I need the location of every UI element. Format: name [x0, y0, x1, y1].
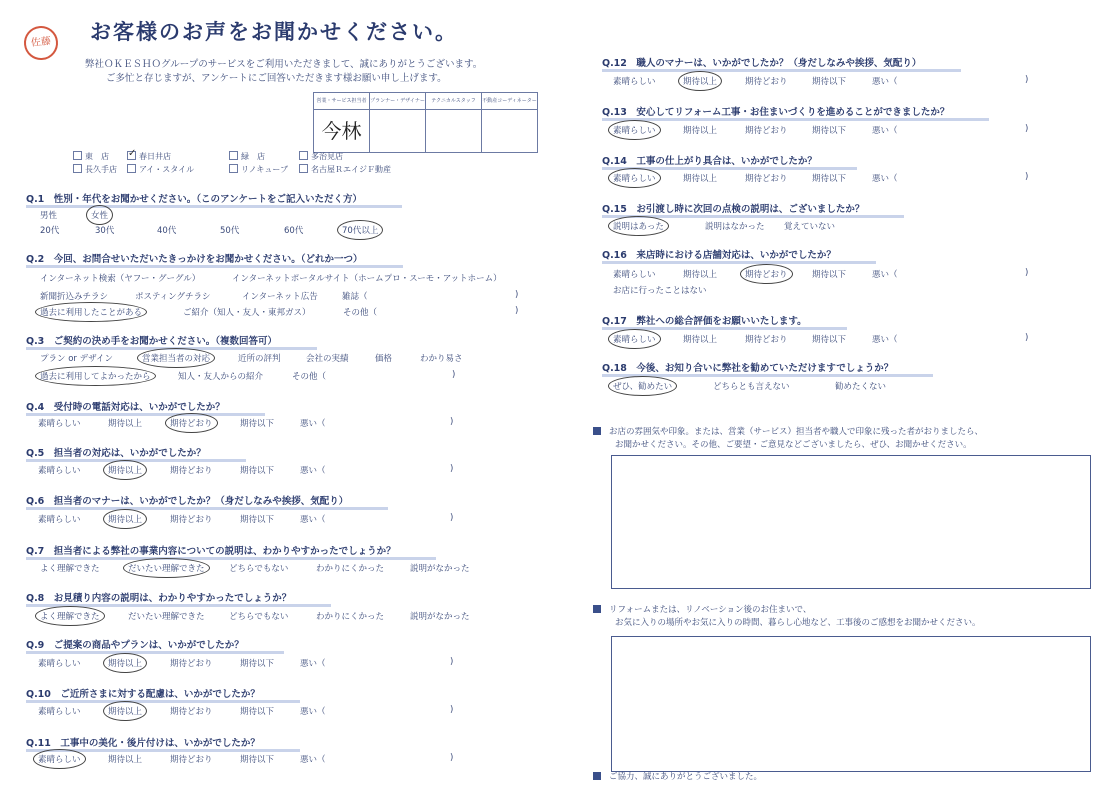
- answer-option[interactable]: 説明はあった: [613, 222, 664, 232]
- answer-option[interactable]: お店に行ったことはない: [613, 286, 707, 296]
- bullet-icon: [593, 427, 601, 435]
- question-underline: [602, 118, 989, 121]
- answer-option[interactable]: どちらでもない: [229, 564, 289, 574]
- close-paren: ): [450, 513, 454, 523]
- staff-planner-name[interactable]: [370, 110, 426, 153]
- store-option[interactable]: アイ・スタイル: [127, 164, 194, 175]
- close-paren: ): [1025, 124, 1029, 134]
- question-underline: [26, 413, 265, 416]
- question-16-label: Q.16 来店時における店舗対応は、いかがでしたか？: [602, 247, 836, 261]
- seal-stamp: [22, 24, 59, 61]
- answer-option[interactable]: 70代以上: [342, 226, 379, 236]
- answer-option[interactable]: わかり易さ: [420, 354, 463, 364]
- answer-option[interactable]: よく理解できた: [40, 564, 100, 574]
- answer-option[interactable]: その他（: [292, 372, 327, 382]
- answer-option[interactable]: ご紹介（知人・友人・東邦ガス）: [183, 308, 311, 318]
- question-underline: [26, 651, 284, 654]
- answer-option[interactable]: 素晴らしい: [38, 515, 81, 525]
- answer-option[interactable]: よく理解できた: [40, 612, 100, 622]
- answer-option[interactable]: 期待以下: [240, 419, 275, 429]
- answer-option[interactable]: 会社の実績: [306, 354, 349, 364]
- staff-table: [313, 92, 538, 153]
- question-underline: [26, 604, 331, 607]
- question-10-label: Q.10 ご近所さまに対する配慮は、いかがでしたか？: [26, 686, 260, 700]
- question-underline: [26, 749, 300, 752]
- answer-option[interactable]: 営業担当者の対応: [142, 354, 211, 364]
- answer-option[interactable]: 期待以上: [108, 659, 143, 669]
- answer-option[interactable]: 40代: [157, 226, 177, 236]
- answer-option[interactable]: 素晴らしい: [613, 77, 656, 87]
- question-15-label: Q.15 お引渡し時に次回の点検の説明は、ございましたか？: [602, 201, 864, 215]
- question-underline: [26, 700, 300, 703]
- answer-option[interactable]: 期待どおり: [170, 707, 213, 717]
- close-paren: ): [515, 306, 519, 316]
- checkbox-checked[interactable]: [127, 151, 136, 160]
- question-underline: [602, 215, 904, 218]
- answer-option[interactable]: 素晴らしい: [38, 419, 81, 429]
- staff-sales-name[interactable]: 今林: [314, 110, 370, 153]
- store-option[interactable]: 多治見店: [299, 151, 343, 162]
- answer-option[interactable]: だいたい理解できた: [128, 612, 205, 622]
- page-title: お客様のお声をお聞かせください。: [90, 20, 458, 44]
- question-12-label: Q.12 職人のマナーは、いかがでしたか？（身だしなみや挨拶、気配り）: [602, 55, 921, 69]
- close-paren: ): [450, 705, 454, 715]
- answer-option[interactable]: ポスティングチラシ: [135, 292, 211, 302]
- question-18-label: Q.18 今後、お知り合いに弊社を勧めていただけますでしょうか？: [602, 360, 893, 374]
- answer-option[interactable]: インターネット検索（ヤフー・グーグル）: [40, 274, 201, 284]
- answer-option[interactable]: 過去に利用したことがある: [40, 308, 143, 318]
- footer-thanks: ご協力、誠にありがとうございました。: [593, 771, 762, 784]
- answer-option[interactable]: 期待以上: [683, 126, 718, 136]
- answer-option[interactable]: 期待以下: [812, 126, 847, 136]
- staff-header-realestate: 不動産コーディネーター: [482, 93, 538, 110]
- comment-1-heading: お店の雰囲気や印象。または、営業（サービス）担当者や職人で印象に残った者がおりましたら、 お聞かせください。その他、ご要望・ご意見などございましたら、ぜひ、お聞かせください。: [593, 426, 983, 452]
- answer-option[interactable]: 期待どおり: [745, 77, 788, 87]
- answer-option[interactable]: 期待以上: [683, 270, 718, 280]
- comment-2-heading: リフォームまたは、リノベーション後のお住まいで、 お気に入りの場所やお気に入りの時間、暮らし心地など、工事後のご感想をお聞かせください。: [593, 604, 981, 630]
- question-9-label: Q.9 ご提案の商品やプランは、いかがでしたか？: [26, 637, 244, 651]
- answer-option[interactable]: プラン or デザイン: [40, 354, 114, 364]
- close-paren: ): [452, 370, 456, 380]
- close-paren: ): [1025, 333, 1029, 343]
- answer-option[interactable]: 期待以上: [108, 707, 143, 717]
- answer-option[interactable]: 期待どおり: [745, 335, 788, 345]
- store-option[interactable]: リノキューブ: [229, 164, 288, 175]
- answer-option[interactable]: 素晴らしい: [38, 466, 81, 476]
- answer-option[interactable]: 説明がなかった: [410, 612, 470, 622]
- answer-option[interactable]: 期待どおり: [170, 419, 213, 429]
- question-11-label: Q.11 工事中の美化・後片付けは、いかがでしたか？: [26, 735, 260, 749]
- answer-option[interactable]: 期待以下: [240, 466, 275, 476]
- answer-option[interactable]: 60代: [284, 226, 304, 236]
- answer-option[interactable]: 期待以下: [812, 174, 847, 184]
- answer-option[interactable]: 期待どおり: [745, 270, 788, 280]
- close-paren: ): [450, 417, 454, 427]
- answer-option[interactable]: 悪い（: [300, 755, 326, 765]
- question-6-label: Q.6 担当者のマナーは、いかがでしたか？（身だしなみや挨拶、気配り）: [26, 493, 348, 507]
- answer-option[interactable]: 期待以下: [240, 707, 275, 717]
- answer-option[interactable]: 新聞折込みチラシ: [40, 292, 109, 302]
- answer-option[interactable]: 期待以上: [108, 466, 143, 476]
- answer-option[interactable]: その他（: [343, 308, 378, 318]
- answer-option[interactable]: ぜひ、勧めたい: [613, 382, 673, 392]
- checkbox[interactable]: [299, 151, 308, 160]
- answer-option[interactable]: 50代: [220, 226, 240, 236]
- answer-option[interactable]: 説明はなかった: [705, 222, 765, 232]
- answer-option[interactable]: 悪い（: [872, 174, 898, 184]
- question-17-label: Q.17 弊社への総合評価をお願いいたします。: [602, 313, 807, 327]
- question-14-label: Q.14 工事の仕上がり具合は、いかがでしたか？: [602, 153, 817, 167]
- question-underline: [602, 261, 876, 264]
- question-underline: [26, 347, 317, 350]
- question-4-label: Q.4 受付時の電話対応は、いかがでしたか？: [26, 399, 225, 413]
- question-underline: [602, 374, 933, 377]
- question-underline: [26, 507, 388, 510]
- answer-option[interactable]: インターネット広告: [242, 292, 318, 302]
- question-underline: [26, 265, 403, 268]
- store-option-checked[interactable]: ✓ 春日井店: [127, 151, 171, 162]
- checkbox[interactable]: [229, 151, 238, 160]
- answer-option[interactable]: 期待以下: [240, 659, 275, 669]
- answer-option[interactable]: 雑誌（: [342, 292, 368, 302]
- bullet-icon: [593, 772, 601, 780]
- question-7-label: Q.7 担当者による弊社の事業内容についての説明は、わかりやすかったでしょうか？: [26, 543, 396, 557]
- question-underline: [602, 69, 961, 72]
- answer-option[interactable]: 期待以上: [683, 174, 718, 184]
- close-paren: ): [515, 290, 519, 300]
- answer-option[interactable]: 期待以上: [108, 515, 143, 525]
- question-underline: [602, 327, 847, 330]
- answer-option[interactable]: 素晴らしい: [38, 659, 81, 669]
- answer-option[interactable]: 期待以上: [683, 77, 718, 87]
- question-8-label: Q.8 お見積り内容の説明は、わかりやすかったでしょうか？: [26, 590, 291, 604]
- question-underline: [602, 167, 857, 170]
- answer-option[interactable]: 期待以上: [108, 419, 143, 429]
- staff-header-planner: プランナー・デザイナー: [370, 93, 426, 110]
- answer-option[interactable]: 過去に利用してよかったから: [40, 372, 151, 382]
- answer-option[interactable]: インターネットポータルサイト（ホームプロ・スーモ・アットホーム）: [232, 274, 502, 284]
- answer-option[interactable]: 期待どおり: [745, 126, 788, 136]
- answer-option[interactable]: わかりにくかった: [316, 564, 385, 574]
- checkbox[interactable]: [299, 164, 308, 173]
- close-paren: ): [450, 657, 454, 667]
- intro-line-2: ご多忙と存じますが、アンケートにご回答いただきます様お願い申し上げます。: [106, 73, 447, 84]
- answer-option[interactable]: 期待どおり: [170, 659, 213, 669]
- answer-option[interactable]: だいたい理解できた: [128, 564, 205, 574]
- answer-option[interactable]: 悪い（: [300, 659, 326, 669]
- question-underline: [26, 557, 436, 560]
- checkbox[interactable]: [73, 151, 82, 160]
- answer-option[interactable]: わかりにくかった: [316, 612, 385, 622]
- store-option[interactable]: 長久手店: [73, 164, 117, 175]
- answer-option[interactable]: 期待以下: [812, 270, 847, 280]
- answer-option[interactable]: 期待以下: [812, 77, 847, 87]
- question-underline: [26, 205, 402, 208]
- answer-option[interactable]: 期待どおり: [745, 174, 788, 184]
- answer-option[interactable]: どちらでもない: [229, 612, 289, 622]
- close-paren: ): [450, 753, 454, 763]
- answer-option[interactable]: 価格: [375, 354, 393, 364]
- answer-option[interactable]: どちらとも言えない: [713, 382, 790, 392]
- answer-option[interactable]: 素晴らしい: [38, 755, 81, 765]
- answer-option[interactable]: 悪い（: [300, 466, 326, 476]
- checkbox[interactable]: [127, 164, 136, 173]
- answer-option[interactable]: 20代: [40, 226, 60, 236]
- answer-option[interactable]: 期待以下: [812, 335, 847, 345]
- stamp-text: 佐藤: [30, 35, 52, 50]
- store-option[interactable]: 緑 店: [229, 151, 265, 162]
- question-1-label: Q.1 性別・年代をお聞かせください。（このアンケートをご記入いただく方）: [26, 191, 362, 205]
- answer-option[interactable]: 悪い（: [300, 419, 326, 429]
- store-option[interactable]: 名古屋ＲエイジＦ動産: [299, 164, 391, 175]
- question-13-label: Q.13 安心してリフォーム工事・お住まいづくりを進めることができましたか？: [602, 104, 949, 118]
- question-underline: [26, 459, 246, 462]
- question-3-label: Q.3 ご契約の決め手をお聞かせください。（複数回答可）: [26, 333, 277, 347]
- answer-option[interactable]: 素晴らしい: [613, 270, 656, 280]
- answer-option[interactable]: 男性: [40, 211, 58, 221]
- close-paren: ): [1025, 172, 1029, 182]
- answer-option[interactable]: 説明がなかった: [410, 564, 470, 574]
- answer-option[interactable]: 期待以下: [240, 515, 275, 525]
- answer-option[interactable]: 素晴らしい: [613, 174, 656, 184]
- answer-option[interactable]: 近所の評判: [238, 354, 281, 364]
- answer-option[interactable]: 悪い（: [872, 126, 898, 136]
- answer-option[interactable]: 知人・友人からの紹介: [178, 372, 264, 382]
- answer-option[interactable]: 期待以下: [240, 755, 275, 765]
- answer-option[interactable]: 素晴らしい: [613, 335, 656, 345]
- answer-option[interactable]: 女性: [91, 211, 109, 221]
- answer-option[interactable]: 期待以上: [683, 335, 718, 345]
- answer-option[interactable]: 悪い（: [872, 335, 898, 345]
- answer-option[interactable]: 素晴らしい: [38, 707, 81, 717]
- answer-option[interactable]: 勧めたくない: [835, 382, 887, 392]
- answer-option[interactable]: 素晴らしい: [613, 126, 656, 136]
- staff-realestate-name[interactable]: [482, 110, 538, 153]
- close-paren: ): [450, 464, 454, 474]
- staff-technical-name[interactable]: [426, 110, 482, 153]
- answer-option[interactable]: 期待以上: [108, 755, 143, 765]
- answer-option[interactable]: 期待どおり: [170, 466, 213, 476]
- intro-line-1: 弊社ＯＫＥＳＨＯグループのサービスをご利用いただきまして、誠にありがとうございます。: [85, 59, 483, 70]
- bullet-icon: [593, 605, 601, 613]
- answer-option[interactable]: 期待どおり: [170, 755, 213, 765]
- question-2-label: Q.2 今回、お問合せいただいたきっかけをお聞かせください。（どれか一つ）: [26, 251, 363, 265]
- checkbox[interactable]: [229, 164, 238, 173]
- answer-option[interactable]: 期待どおり: [170, 515, 213, 525]
- comment-2-textbox[interactable]: [611, 636, 1091, 772]
- answer-option[interactable]: 悪い（: [300, 707, 326, 717]
- checkbox[interactable]: [73, 164, 82, 173]
- staff-header-sales: 営業・サービス担当者: [314, 93, 370, 110]
- store-option[interactable]: 東 店: [73, 151, 109, 162]
- answer-option[interactable]: 悪い（: [872, 77, 898, 87]
- answer-option[interactable]: 30代: [95, 226, 115, 236]
- comment-1-textbox[interactable]: [611, 455, 1091, 589]
- close-paren: ): [1025, 75, 1029, 85]
- answer-option[interactable]: 覚えていない: [784, 222, 836, 232]
- staff-header-technical: テクニカルスタッフ: [426, 93, 482, 110]
- question-5-label: Q.5 担当者の対応は、いかがでしたか？: [26, 445, 206, 459]
- answer-option[interactable]: 悪い（: [872, 270, 898, 280]
- close-paren: ): [1025, 268, 1029, 278]
- answer-option[interactable]: 悪い（: [300, 515, 326, 525]
